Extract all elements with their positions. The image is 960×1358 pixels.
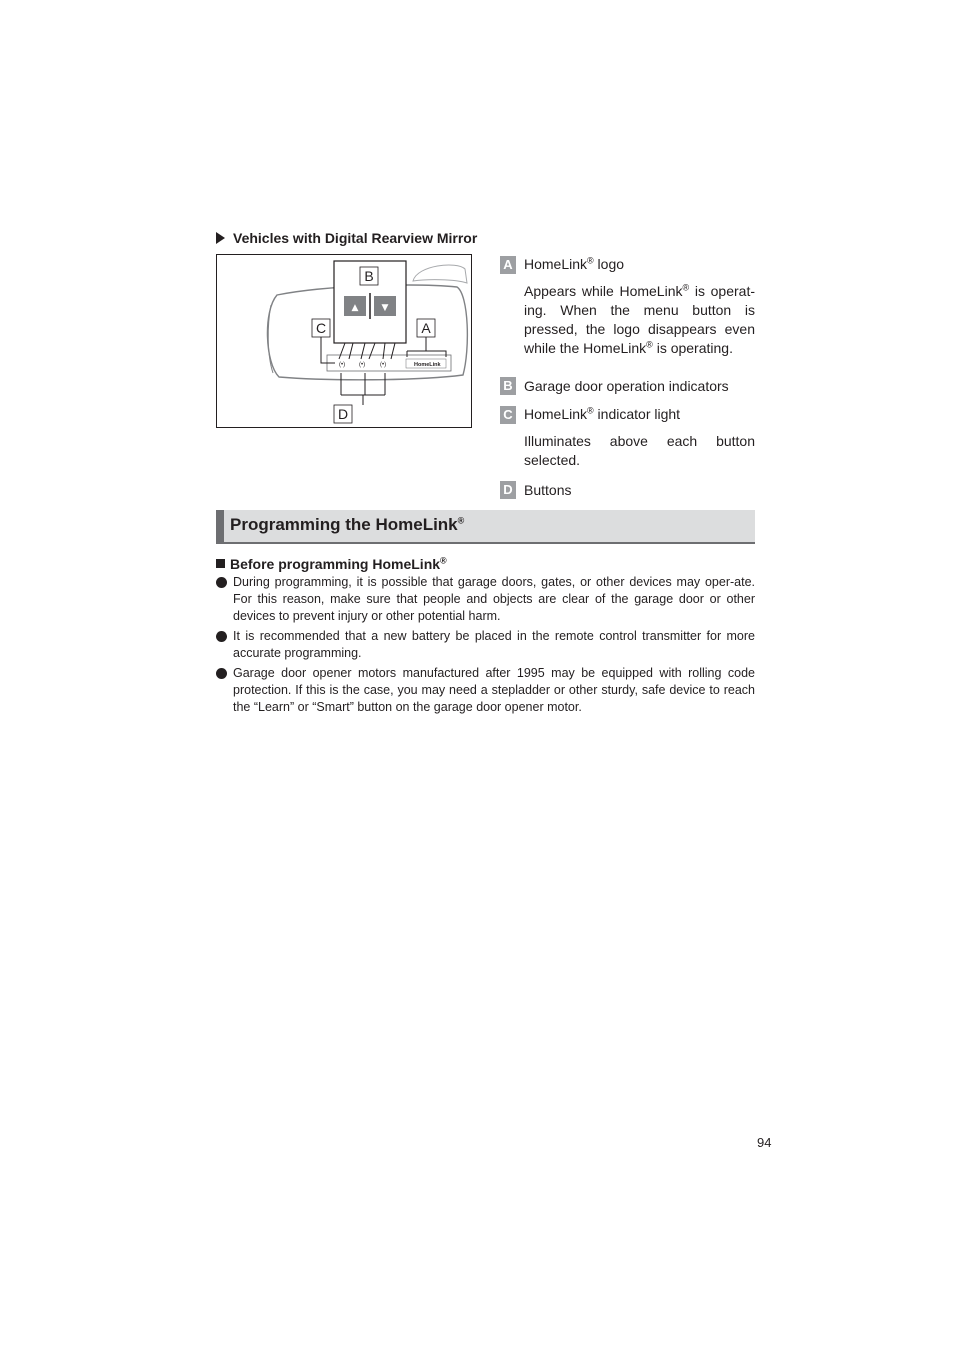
legend-a-desc-part3: is operating. [652,340,733,356]
mirror-diagram [217,255,472,428]
legend-d-badge: D [500,481,516,499]
legend-c-title-text: HomeLink [524,406,588,422]
bullet-text: During programming, it is possible that garage doors, gates, or other devices may oper-ate. For this reason, make sure that people and objects are clear of the garage door or other devices to prevent injury or other potential harm. [233,575,755,623]
section-header [216,510,755,544]
legend-c-title-suffix: indicator light [593,406,681,422]
bullet-item [216,665,755,716]
page-number: 94 [757,1135,772,1150]
bullet-icon [216,631,227,642]
callout-c-label: C [315,320,327,336]
bullet-icon [216,668,227,679]
registered-mark: ® [682,282,690,293]
bullet-text: It is recommended that a new battery be placed in the remote control transmitter for more accurate programming. [233,629,755,660]
subheading [216,230,477,246]
homelink-logo-text: HomeLink [414,362,441,368]
callout-b-label: B [364,268,374,284]
registered-mark: ® [440,555,447,566]
legend-a-title-suffix: logo [593,256,625,272]
section-accent [216,510,224,544]
legend-a-description [524,282,755,358]
legend-d-title: Buttons [524,482,572,498]
section-title-text: Programming the HomeLink [230,515,458,534]
legend-b-badge: B [500,377,516,395]
registered-mark: ® [587,405,594,416]
legend-a-desc-part1: Appears while HomeLink [524,283,683,299]
legend-c-description: Illuminates above each button selected. [524,433,755,468]
section-title [230,515,464,535]
button-1-icon: (•) [339,362,346,368]
registered-mark: ® [457,515,465,526]
button-2-icon: (•) [359,362,366,368]
bullet-item [216,574,755,625]
registered-mark: ® [646,339,653,350]
bullet-icon [216,577,227,588]
before-heading-text: Before programming HomeLink [230,556,441,572]
triangle-marker-icon [216,232,225,244]
subheading-text: Vehicles with Digital Rearview Mirror [233,230,478,246]
callout-a-label: A [421,320,431,336]
before-programming-heading [216,556,447,572]
legend-a-title [524,255,755,274]
bullet-text: Garage door opener motors manufactured after 1995 may be equipped with rolling code protection. If this is the case, you may need a stepladder or other sturdy, safe device to reach the “Learn” or “Smart” button on the garage door opener motor. [233,666,755,714]
callout-d-label: D [337,406,349,422]
legend-c-title [524,405,755,424]
down-arrow-icon: ▼ [381,303,389,313]
button-3-icon: (•) [380,362,387,368]
mirror-illustration [216,254,472,428]
bullet-item [216,628,755,662]
legend-b-title: Garage door operation indicators [524,378,729,394]
up-arrow-icon: ▲ [351,303,359,313]
legend-a-badge: A [500,256,516,274]
registered-mark: ® [587,255,594,266]
legend-a-desc-part2: is operat-ing. When the menu button is pressed, the logo disappears even while the HomeLink [524,283,755,356]
mirror-mount [413,265,467,283]
legend-a-title-text: HomeLink [524,256,588,272]
legend-c-badge: C [500,406,516,424]
square-marker-icon [216,559,225,568]
